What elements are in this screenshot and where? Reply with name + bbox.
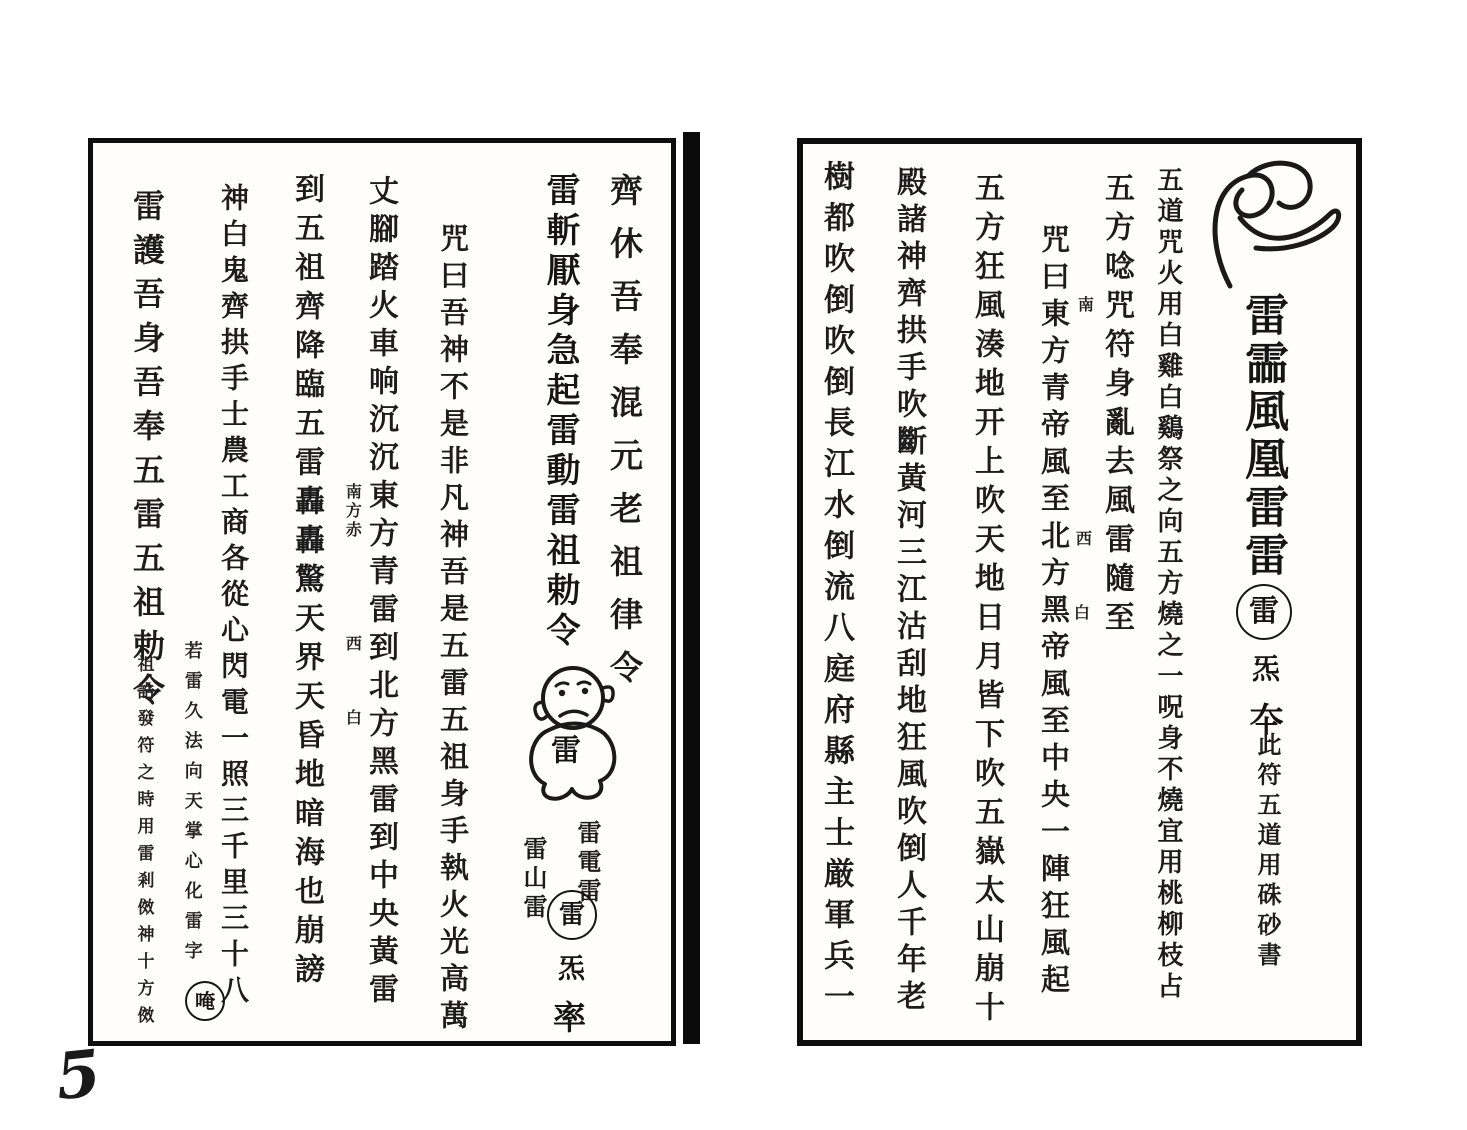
talisman-fire-glyph: 炁: [553, 954, 584, 981]
annotation-circled-om: 唵: [185, 981, 225, 1021]
variant-color-white: 白: [343, 709, 363, 728]
right-page: [797, 138, 1362, 1046]
variant-direction-west: 西: [1073, 530, 1093, 549]
talisman-body-character: 雷: [545, 734, 580, 764]
left-talisman: [505, 168, 635, 1043]
talisman-note-column: 此符五道用硃砂書: [1253, 732, 1281, 972]
text-column: 咒曰東方青帝風至北方黑帝風至中央一陣狂風起: [1037, 224, 1071, 1001]
text-column: 咒曰吾神不是非凡神吾是五雷五祖身手執火光高萬: [436, 223, 470, 1037]
talisman-circled-character: 雷: [547, 890, 597, 940]
text-column: 五方狂風湊地开上吹天地日月皆下吹五嶽太山崩十: [969, 172, 1004, 1030]
talisman-big-characters: 雷霝風凰雷雷: [1237, 292, 1288, 580]
text-column: 殿諸神齊拱手吹斷黃河三江沽刮地狂風吹倒人千年老: [891, 166, 926, 1017]
annotation-column: 若雷久法向天掌心化雷字: [181, 641, 203, 971]
variant-color-white: 白: [1071, 604, 1091, 623]
talisman-thunder-pair-left: 雷山雷: [519, 836, 547, 923]
text-column: 樹都吹倒吹倒長江水倒流八庭府縣主士厳軍兵一: [818, 160, 854, 1021]
text-column: 到五祖齊降臨五雷轟轟驚天界天昏地暗海也崩謗: [289, 173, 324, 992]
right-talisman: [1188, 156, 1353, 766]
talisman-knot-icon: [1196, 156, 1346, 291]
talisman-big-characters: 雷斬厭身急起雷動雷祖勅令: [540, 172, 580, 652]
text-column: 五方唸咒符身亂去風雷隨至: [1099, 172, 1134, 640]
variant-direction-south: 南: [1075, 296, 1095, 315]
text-column: 丈腳踏火車响沉沉東方青雷到北方黑雷到中央黃雷: [363, 175, 398, 1011]
annotation-column: 祖誥發符之時用雷剎傚神十方傚: [133, 655, 154, 1033]
talisman-thunder-pair-right: 雷電雷: [573, 820, 601, 907]
left-page: [88, 138, 676, 1046]
book-spine-bar: [683, 132, 700, 1044]
text-column: 神白鬼齊拱手士農工商各從心閃電一照三千里三十八: [217, 183, 250, 1011]
talisman-seal-glyph: 夲: [1243, 702, 1283, 736]
variant-direction-west: 西: [343, 635, 363, 654]
talisman-circled-character: 雷: [1236, 584, 1292, 640]
talisman-seal-glyph: 率: [548, 1000, 587, 1033]
talisman-fire-glyph: 炁: [1248, 654, 1281, 682]
text-column: 雷護吾身吾奉五雷五祖勅令: [128, 189, 166, 717]
page-number: 5: [52, 1035, 105, 1116]
variant-direction-south: 南方赤: [343, 483, 363, 540]
opening-line-column: 齊休吾奉混元老祖律令: [605, 173, 644, 703]
text-column: 五道咒火用白雞白鷄祭之向五方燒之一呪身不燒宜用桃柳枝占: [1153, 166, 1183, 1003]
